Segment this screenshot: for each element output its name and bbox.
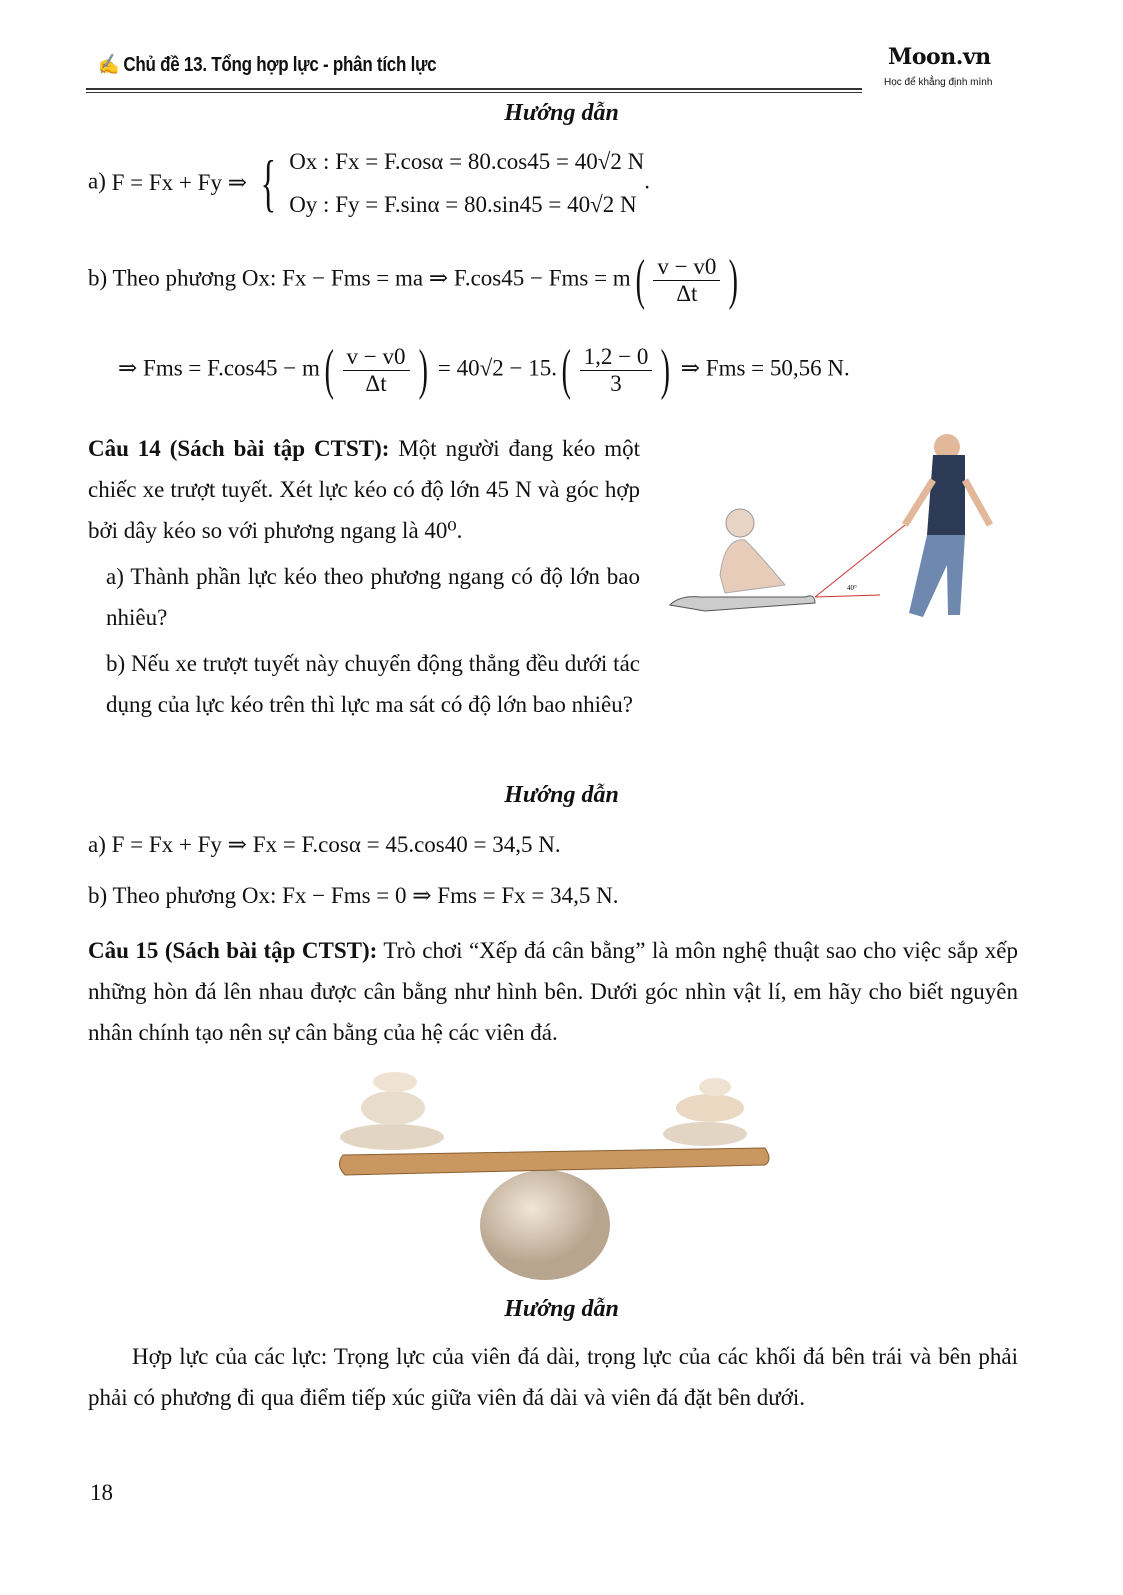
stone bbox=[676, 1094, 744, 1122]
stone bbox=[361, 1091, 425, 1125]
solution-15: Hợp lực của các lực: Trọng lực của viên đá dài, trọng lực của các khối đá bên trái và bên phải phải có phương đi qua điểm tiếp xúc giữa viên đá dài và viên đá đặt bên dưới. bbox=[88, 1344, 1018, 1410]
page-number: 18 bbox=[90, 1480, 113, 1505]
solution-13b-result: ⇒ Fms = F.cos45 − m( $\frac{v - v0}{\Delta t}$ ) = 40√2 − 15.( $\frac{1,2 - 0}{3}$ ) ⇒ Fms = 50,56 N. bbox=[118, 339, 850, 401]
chapter-header: ✍ Chủ đề 13. Tổng hợp lực - phân tích lực bbox=[98, 54, 437, 76]
horizontal-line bbox=[815, 595, 880, 597]
question-14b: b) Nếu xe trượt tuyết này chuyển động thẳng đều dưới tác dụng của lực kéo trên thì lực ma sát có độ lớn bao nhiêu? bbox=[106, 651, 640, 717]
force-arrow bbox=[815, 525, 905, 597]
guide-heading: Hướng dẫn bbox=[504, 100, 619, 126]
slogan: Học để khẳng định mình bbox=[884, 77, 993, 88]
solution-13b: b) Theo phương Ox: Fx − Fms = ma ⇒ F.cos45 − Fms = m( $\frac{v - v0}{\Delta t}$ ) bbox=[88, 249, 739, 311]
stone bbox=[373, 1072, 417, 1092]
child bbox=[720, 509, 785, 593]
stone bbox=[699, 1078, 731, 1096]
base-stone bbox=[480, 1170, 610, 1280]
header-rule bbox=[86, 88, 862, 90]
pencil-icon: ✍ bbox=[98, 54, 124, 76]
solution-14b: b) Theo phương Ox: Fx − Fms = 0 ⇒ Fms = Fx = 34,5 N. bbox=[88, 883, 619, 908]
stone bbox=[663, 1122, 747, 1146]
header-rule bbox=[86, 92, 862, 93]
woman bbox=[905, 434, 990, 617]
stone bbox=[340, 1124, 444, 1150]
question-15: Câu 15 (Sách bài tập CTST): Trò chơi “Xếp đá cân bằng” là môn nghệ thuật sao cho việc sắp xếp những hòn đá lên nhau được cân bằng như hình bên. Dưới góc nhìn vật lí, em hãy cho biết nguyên nhân chính tạo nên sự cân bằng của hệ các viên đá. bbox=[88, 938, 1018, 1045]
guide-heading: Hướng dẫn bbox=[504, 782, 619, 808]
question-14: Câu 14 (Sách bài tập CTST): Một người đang kéo một chiếc xe trượt tuyết. Xét lực kéo có độ lớn 45 N và góc hợp bởi dây kéo so với phương ngang là 40⁰. bbox=[88, 436, 641, 543]
logo: Moon.vn bbox=[888, 44, 991, 70]
question-14a: a) Thành phần lực kéo theo phương ngang có độ lớn bao nhiêu? bbox=[106, 564, 640, 630]
balanced-stones-figure bbox=[335, 1060, 775, 1285]
solution-13a: a) F = Fx + Fy ⇒ { Ox : Fx = F.cosα = 80.cos45 = 40√2 N Oy : Fy = F.sinα = 80.sin45 = 40√2 N . bbox=[88, 147, 650, 218]
angle-label: 40° bbox=[847, 584, 857, 592]
sled bbox=[670, 596, 815, 611]
solution-14a: a) F = Fx + Fy ⇒ Fx = F.cosα = 45.cos40 = 34,5 N. bbox=[88, 832, 561, 857]
guide-heading: Hướng dẫn bbox=[504, 1296, 619, 1322]
sled-figure bbox=[665, 425, 1000, 630]
